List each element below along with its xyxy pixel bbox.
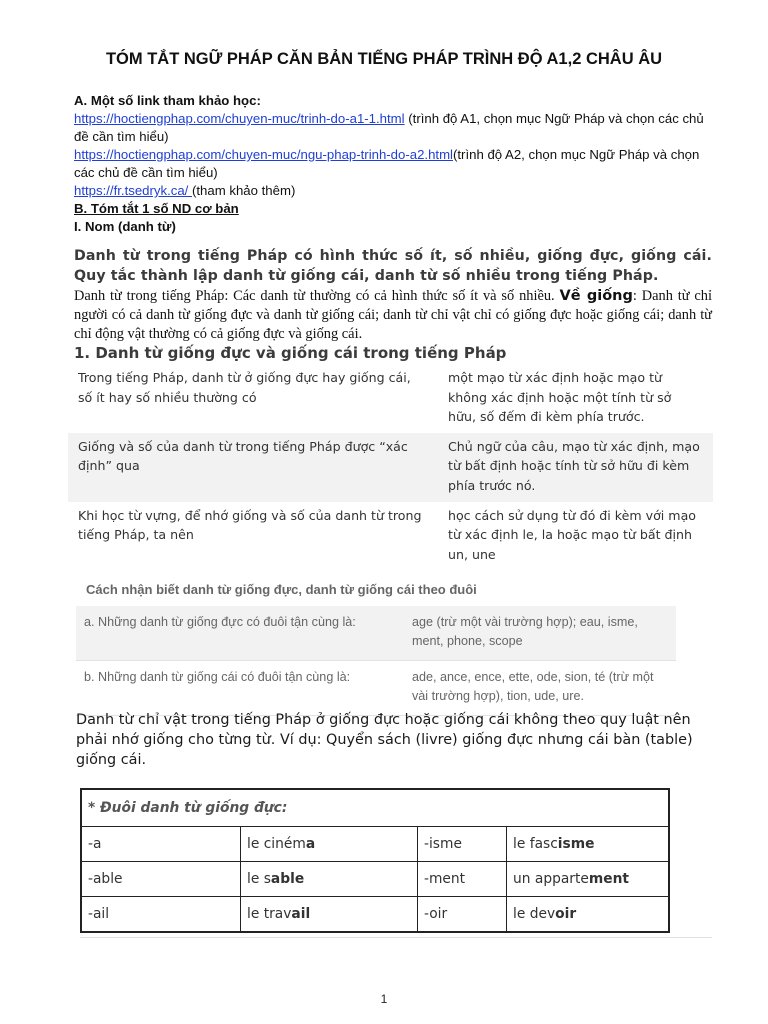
suffix-cell: -able xyxy=(81,862,241,897)
heading-gender: 1. Danh từ giống đực và giống cái trong tiếng Pháp xyxy=(74,344,507,362)
link-tsedryk-note: (tham khảo thêm) xyxy=(192,183,296,198)
table-row xyxy=(68,433,713,502)
example-cell xyxy=(241,897,418,933)
link-a2-note: (trình độ A2, chọn mục Ngữ Pháp và chọn các chủ đề cần tìm hiểu) xyxy=(74,147,700,180)
table-row xyxy=(81,862,669,897)
example-cell xyxy=(507,827,670,862)
table-cell: age (trừ một vài trường hợp); eau, isme, ment, phone, scope xyxy=(404,606,676,661)
link-a1[interactable]: https://hoctiengphap.com/chuyen-muc/trinh-do-a1-1.html xyxy=(74,111,405,126)
link-tsedryk[interactable]: https://fr.tsedryk.ca/ xyxy=(74,183,192,198)
example-stem: le s xyxy=(247,871,271,887)
gender-table xyxy=(68,364,713,570)
body-paragraph xyxy=(74,287,712,344)
table-cell: Trong tiếng Pháp, danh từ ở giống đực hay giống cái, số ít hay số nhiều thường có xyxy=(78,370,411,405)
table-row xyxy=(81,827,669,862)
document-title: TÓM TẮT NGỮ PHÁP CĂN BẢN TIẾNG PHÁP TRÌNH ĐỘ A1,2 CHÂU ÂU xyxy=(105,50,663,68)
table-cell: b. Những danh từ giống cái có đuôi tận cùng là: xyxy=(76,660,404,715)
example-stem: un apparte xyxy=(513,871,589,887)
table-cell: Chủ ngữ của câu, mạo từ xác định, mạo từ bất định hoặc tính từ sở hữu đi kèm phía trước nó. xyxy=(438,433,713,502)
link-a2[interactable]: https://hoctiengphap.com/chuyen-muc/ngu-phap-trinh-do-a2.html xyxy=(74,147,453,162)
example-ending: a xyxy=(305,836,316,852)
example-ending: oir xyxy=(555,906,577,922)
example-stem: le ciném xyxy=(247,836,306,852)
example-stem: le trav xyxy=(247,906,292,922)
suffix-cell: -oir xyxy=(418,897,507,933)
table-caption-row xyxy=(76,570,676,606)
intro-paragraph: Danh từ trong tiếng Pháp có hình thức số ít, số nhiều, giống đực, giống cái. Quy tắc thành lập danh từ giống cái, danh từ số nhiều trong tiếng Pháp. xyxy=(74,248,712,284)
link-item xyxy=(74,182,714,200)
body-emph: Về giống xyxy=(559,288,633,304)
table-header-row xyxy=(81,789,669,827)
table-row xyxy=(68,364,713,433)
example-stem: le fasc xyxy=(513,836,558,852)
table-caption: Cách nhận biết danh từ giống đực, danh từ giống cái theo đuôi xyxy=(86,582,477,597)
section-b-heading: B. Tóm tắt 1 số ND cơ bản xyxy=(74,201,239,216)
ending-rules-table xyxy=(76,570,676,716)
table-row xyxy=(81,897,669,933)
suffix-cell: -ment xyxy=(418,862,507,897)
table-cell: Khi học từ vựng, để nhớ giống và số của danh từ trong tiếng Pháp, ta nên xyxy=(78,507,422,543)
example-ending: isme xyxy=(557,836,595,852)
note-paragraph: Danh từ chỉ vật trong tiếng Pháp ở giống đực hoặc giống cái không theo quy luật nên phải nhớ giống cho từng từ. Ví dụ: Quyển sách (livre) giống đực nhưng cái bàn (table) giống cái. xyxy=(76,712,693,768)
table-cell: học cách sử dụng từ đó đi kèm với mạo từ xác định le, la hoặc mạo từ bất định un, une xyxy=(448,507,697,562)
example-ending: able xyxy=(270,871,305,887)
suffix-cell: -ail xyxy=(81,897,241,933)
link-a1-note: (trình độ A1, chọn mục Ngữ Pháp và chọn các chủ đề cần tìm hiểu) xyxy=(74,111,704,144)
example-cell xyxy=(507,897,670,933)
masculine-endings-table xyxy=(80,788,670,933)
divider xyxy=(80,937,712,938)
table-cell: một mạo từ xác định hoặc mạo từ không xác định hoặc một tính từ sở hữu, số đếm đi kèm phía trước. xyxy=(448,370,672,425)
table-row xyxy=(76,660,676,715)
table-cell: ade, ance, ence, ette, ode, sion, té (trừ một vài trường hợp), tion, ude, ure. xyxy=(404,660,676,715)
suffix-cell: -a xyxy=(81,827,241,862)
section-b-subheading: I. Nom (danh từ) xyxy=(74,219,176,234)
body-text-before: Danh từ trong tiếng Pháp: Các danh từ thường có cả hình thức số ít và số nhiều. xyxy=(74,288,560,304)
section-a xyxy=(74,92,714,236)
example-ending: ail xyxy=(291,906,311,922)
table-cell: a. Những danh từ giống đực có đuôi tận cùng là: xyxy=(76,606,404,661)
table-row xyxy=(68,502,713,571)
page-number: 1 xyxy=(380,992,388,1006)
suffix-cell: -isme xyxy=(418,827,507,862)
link-item xyxy=(74,146,714,182)
example-ending: ment xyxy=(588,871,630,887)
table-row xyxy=(76,606,676,661)
link-item xyxy=(74,110,714,146)
section-a-heading: A. Một số link tham khảo học: xyxy=(74,93,261,108)
table-header: * Đuôi danh từ giống đực: xyxy=(81,789,669,827)
example-cell xyxy=(241,827,418,862)
example-stem: le dev xyxy=(513,906,556,922)
example-cell xyxy=(507,862,670,897)
example-cell xyxy=(241,862,418,897)
body-text-after: : Danh từ chỉ người có cả danh từ giống đực và danh từ giống cái; danh từ chỉ vật chỉ có giống đực hoặc giống cái; danh từ chỉ động vật thường có cả giống đực và giống cái. xyxy=(74,288,713,342)
table-cell: Giống và số của danh từ trong tiếng Pháp được “xác định” qua xyxy=(68,433,438,502)
